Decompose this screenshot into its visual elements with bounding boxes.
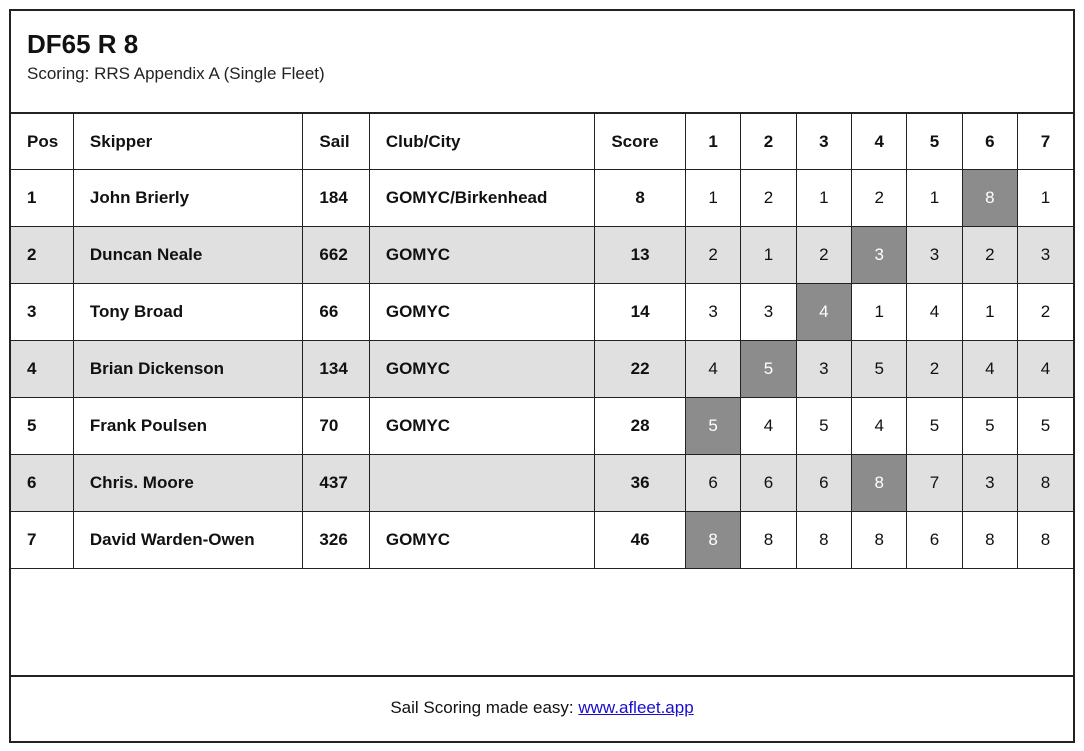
cell-race-4: 5 [852, 341, 907, 398]
cell-race-3: 3 [796, 341, 851, 398]
cell-pos: 2 [11, 227, 73, 284]
column-header-pos: Pos [11, 114, 73, 170]
cell-pos: 1 [11, 170, 73, 227]
cell-skipper: Chris. Moore [73, 455, 303, 512]
cell-race-3: 2 [796, 227, 851, 284]
cell-score: 13 [595, 227, 686, 284]
cell-race-6: 8 [962, 512, 1017, 569]
cell-race-4: 4 [852, 398, 907, 455]
column-header-race-1: 1 [685, 114, 740, 170]
cell-race-7: 4 [1018, 341, 1073, 398]
cell-race-6: 3 [962, 455, 1017, 512]
cell-race-4: 8 [852, 455, 907, 512]
cell-race-2: 5 [741, 341, 796, 398]
cell-race-1: 6 [685, 455, 740, 512]
cell-score: 8 [595, 170, 686, 227]
cell-club [369, 455, 594, 512]
cell-sail: 326 [303, 512, 369, 569]
cell-race-4: 8 [852, 512, 907, 569]
table-row [11, 455, 1073, 512]
cell-race-1: 8 [685, 512, 740, 569]
table-row [11, 284, 1073, 341]
cell-score: 28 [595, 398, 686, 455]
cell-race-2: 3 [741, 284, 796, 341]
table-row [11, 341, 1073, 398]
cell-score: 36 [595, 455, 686, 512]
cell-race-7: 8 [1018, 455, 1073, 512]
cell-race-1: 5 [685, 398, 740, 455]
cell-race-6: 2 [962, 227, 1017, 284]
cell-score: 46 [595, 512, 686, 569]
cell-race-7: 2 [1018, 284, 1073, 341]
cell-club: GOMYC [369, 284, 594, 341]
column-header-race-4: 4 [852, 114, 907, 170]
afleet-link[interactable]: www.afleet.app [578, 698, 694, 717]
table-row [11, 227, 1073, 284]
cell-skipper: Duncan Neale [73, 227, 303, 284]
results-sheet [9, 9, 1075, 743]
cell-race-7: 5 [1018, 398, 1073, 455]
cell-race-3: 5 [796, 398, 851, 455]
cell-race-1: 4 [685, 341, 740, 398]
cell-sail: 66 [303, 284, 369, 341]
footer [11, 675, 1073, 741]
cell-pos: 6 [11, 455, 73, 512]
results-table [11, 114, 1073, 569]
cell-race-4: 3 [852, 227, 907, 284]
cell-pos: 7 [11, 512, 73, 569]
cell-sail: 184 [303, 170, 369, 227]
cell-race-1: 3 [685, 284, 740, 341]
column-header-sail: Sail [303, 114, 369, 170]
cell-pos: 5 [11, 398, 73, 455]
cell-pos: 3 [11, 284, 73, 341]
cell-skipper: Brian Dickenson [73, 341, 303, 398]
cell-pos: 4 [11, 341, 73, 398]
cell-sail: 437 [303, 455, 369, 512]
column-header-race-2: 2 [741, 114, 796, 170]
scoring-subtitle: Scoring: RRS Appendix A (Single Fleet) [27, 64, 325, 83]
cell-race-6: 4 [962, 341, 1017, 398]
cell-club: GOMYC [369, 227, 594, 284]
cell-race-7: 8 [1018, 512, 1073, 569]
cell-race-6: 1 [962, 284, 1017, 341]
cell-race-2: 2 [741, 170, 796, 227]
page-title: DF65 R 8 [27, 29, 139, 59]
cell-race-2: 6 [741, 455, 796, 512]
column-header-score: Score [595, 114, 686, 170]
table-row [11, 170, 1073, 227]
cell-race-3: 4 [796, 284, 851, 341]
cell-race-4: 1 [852, 284, 907, 341]
cell-race-7: 3 [1018, 227, 1073, 284]
cell-club: GOMYC [369, 398, 594, 455]
column-header-race-5: 5 [907, 114, 962, 170]
column-header-skipper: Skipper [73, 114, 303, 170]
cell-race-5: 5 [907, 398, 962, 455]
cell-club: GOMYC [369, 512, 594, 569]
cell-race-1: 1 [685, 170, 740, 227]
results-header [11, 11, 1073, 114]
cell-race-3: 1 [796, 170, 851, 227]
cell-skipper: John Brierly [73, 170, 303, 227]
cell-skipper: David Warden-Owen [73, 512, 303, 569]
cell-race-5: 1 [907, 170, 962, 227]
column-header-club: Club/City [369, 114, 594, 170]
cell-score: 22 [595, 341, 686, 398]
column-header-race-7: 7 [1018, 114, 1073, 170]
column-header-race-6: 6 [962, 114, 1017, 170]
cell-race-5: 7 [907, 455, 962, 512]
cell-sail: 134 [303, 341, 369, 398]
cell-sail: 662 [303, 227, 369, 284]
cell-race-2: 4 [741, 398, 796, 455]
cell-score: 14 [595, 284, 686, 341]
cell-race-6: 8 [962, 170, 1017, 227]
column-header-race-3: 3 [796, 114, 851, 170]
cell-club: GOMYC [369, 341, 594, 398]
cell-race-3: 6 [796, 455, 851, 512]
table-row [11, 398, 1073, 455]
cell-race-5: 6 [907, 512, 962, 569]
cell-race-1: 2 [685, 227, 740, 284]
cell-club: GOMYC/Birkenhead [369, 170, 594, 227]
cell-sail: 70 [303, 398, 369, 455]
cell-race-3: 8 [796, 512, 851, 569]
cell-race-5: 2 [907, 341, 962, 398]
table-header-row [11, 114, 1073, 170]
cell-race-5: 3 [907, 227, 962, 284]
footer-text: Sail Scoring made easy: [390, 698, 579, 717]
cell-skipper: Frank Poulsen [73, 398, 303, 455]
cell-race-6: 5 [962, 398, 1017, 455]
cell-race-2: 8 [741, 512, 796, 569]
cell-race-7: 1 [1018, 170, 1073, 227]
table-row [11, 512, 1073, 569]
cell-race-5: 4 [907, 284, 962, 341]
cell-race-4: 2 [852, 170, 907, 227]
cell-skipper: Tony Broad [73, 284, 303, 341]
cell-race-2: 1 [741, 227, 796, 284]
